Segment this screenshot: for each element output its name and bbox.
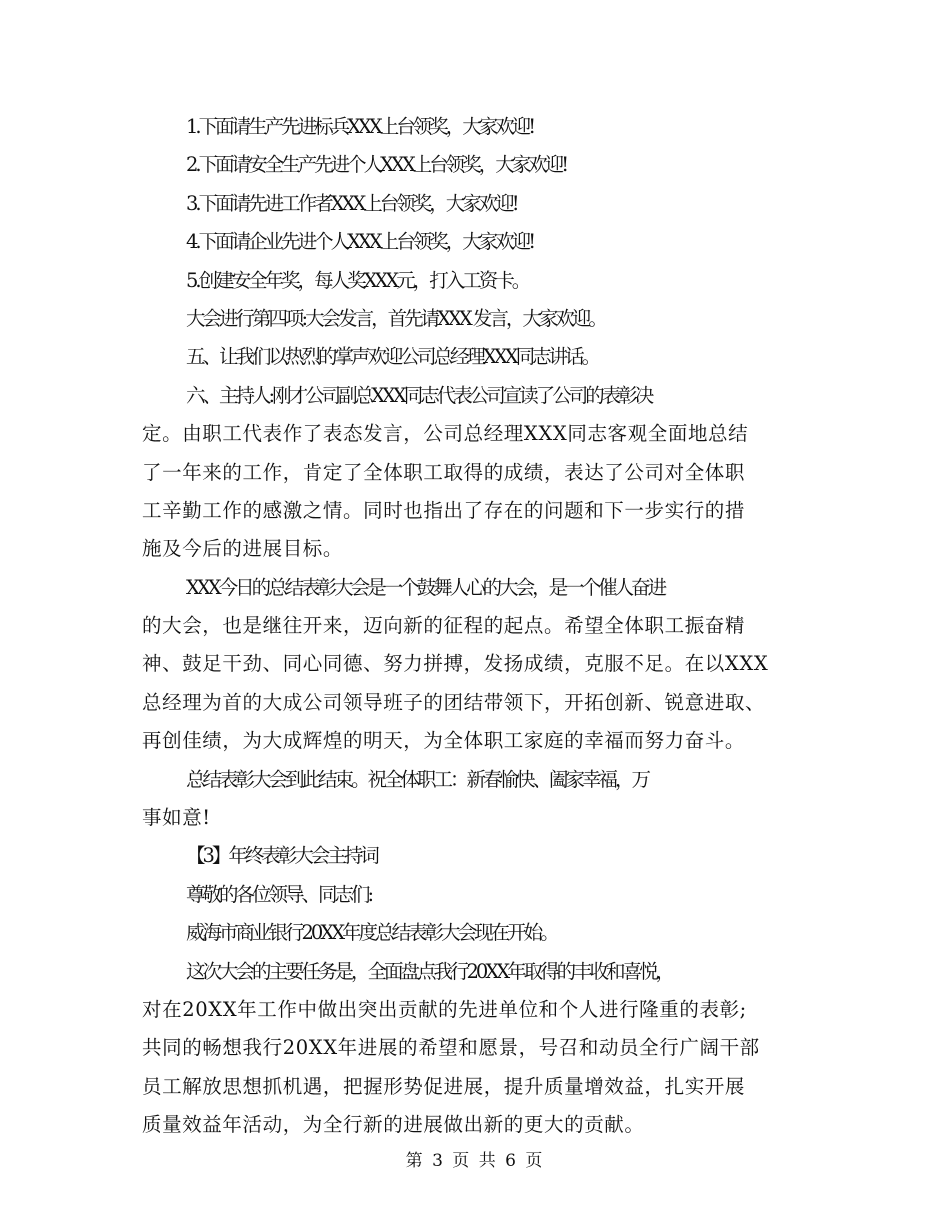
text-line: 3.下面请先进工作者XXX上台领奖，大家欢迎! — [186, 191, 517, 215]
text-line: 这次大会的主要任务是，全面盘点我行20XX年取得的丰收和喜悦， — [186, 959, 673, 983]
text-line: 定。由职工代表作了表态发言，公司总经理XXX同志客观全面地总结 — [142, 422, 749, 446]
text-line: 事如意! — [142, 806, 211, 830]
text-line: 1.下面请生产先进标兵XXX上台领奖，大家欢迎! — [186, 115, 534, 138]
text-line: 六、主持人:刚才公司副总XXX同志代表公司宣读了公司的表彰决 — [186, 383, 652, 407]
text-line: 对在20XX年工作中做出突出贡献的先进单位和个人进行隆重的表彰; — [142, 997, 747, 1021]
text-line: 施及今后的进展目标。 — [142, 537, 344, 561]
text-line: 员工解放思想抓机遇，把握形势促进展，提升质量增效益，扎实开展 — [142, 1074, 746, 1098]
text-line: 质量效益年活动，为全行新的进展做出新的更大的贡献。 — [142, 1113, 645, 1137]
text-line: 工辛勤工作的感激之情。同时也指出了存在的问题和下一步实行的措 — [142, 498, 746, 522]
text-line: 4.下面请企业先进个人XXX上台领奖，大家欢迎! — [186, 230, 534, 254]
text-line: 了一年来的工作，肯定了全体职工取得的成绩，表达了公司对全体职 — [142, 460, 746, 484]
text-line: 2.下面请安全生产先进个人XXX上台领奖，大家欢迎! — [186, 153, 567, 177]
document-body — [142, 108, 814, 1145]
text-line: 共同的畅想我行20XX年进展的希望和愿景，号召和动员全行广阔干部 — [142, 1036, 760, 1060]
text-line: 大会进行第四项:大会发言，首先请XXX 发言，大家欢迎。 — [186, 306, 605, 330]
text-line: 五、让我们以热烈的掌声欢迎公司总经理XXX同志讲话。 — [186, 345, 599, 369]
text-line: 总经理为首的大成公司领导班子的团结带领下，开拓创新、锐意进取、 — [142, 690, 766, 714]
text-line: XXX今日的总结表彰大会是一个鼓舞人心的大会，是一个催人奋进 — [186, 575, 665, 599]
text-line: 的大会，也是继往开来，迈向新的征程的起点。希望全体职工振奋精 — [142, 614, 746, 638]
text-line: 5.创建安全年奖，每人奖XXX元，打入工资卡。 — [186, 268, 529, 292]
text-line: 再创佳绩，为大成辉煌的明天，为全体职工家庭的幸福而努力奋斗。 — [142, 729, 746, 753]
text-line: 威海市商业银行20XX年度总结表彰大会现在开始。 — [186, 921, 557, 945]
text-line: 尊敬的各位领导、同志们: — [186, 882, 372, 906]
text-line: 神、鼓足干劲、同心同德、努力拼搏，发扬成绩，克服不足。在以XXX — [142, 652, 769, 676]
page-footer: 第 3 页 共 6 页 — [405, 1151, 545, 1171]
text-line: 总结表彰大会到此结束。祝全体职工：新春愉快、阖家幸福，万 — [186, 767, 649, 791]
text-line: 【3】年终表彰大会主持词 — [186, 844, 377, 868]
